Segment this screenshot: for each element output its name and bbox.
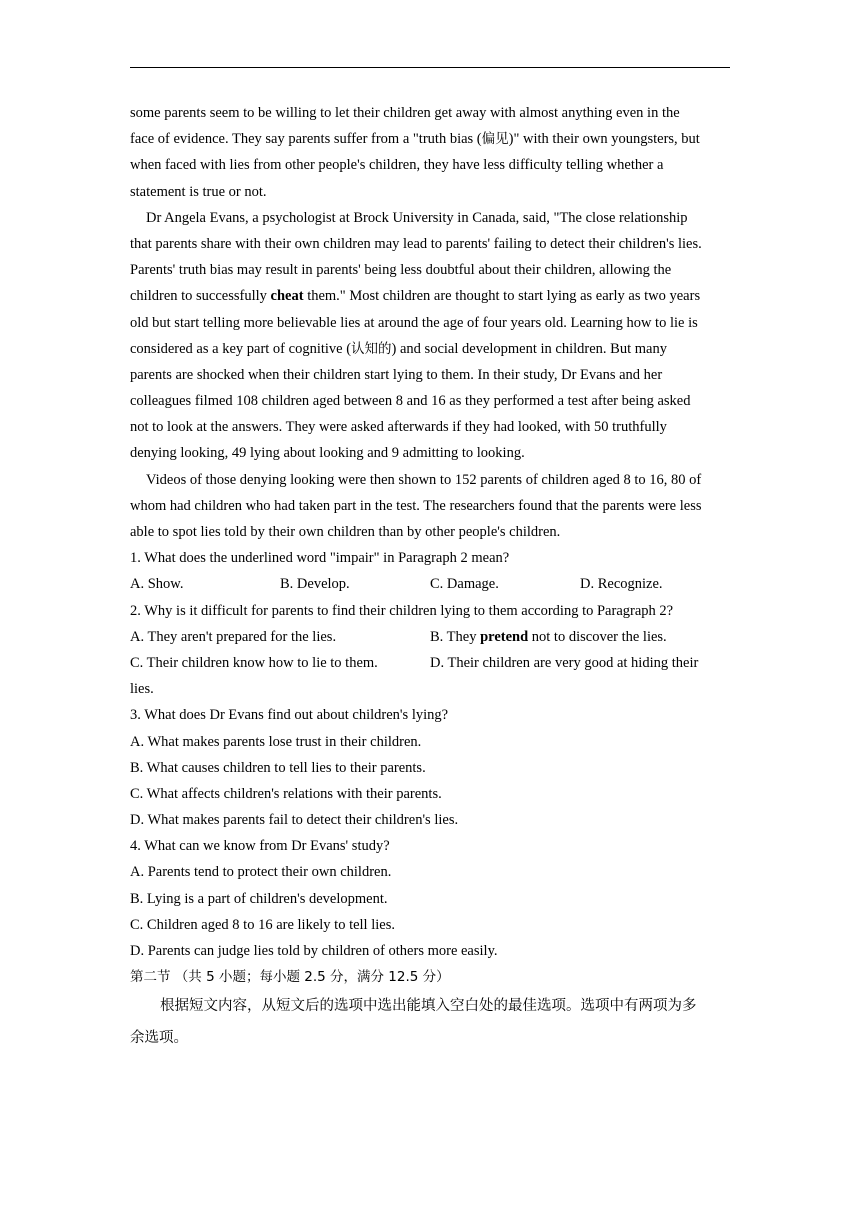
option-c: C. Children aged 8 to 16 are likely to tell lies.	[130, 916, 395, 933]
option-row	[130, 571, 730, 597]
question-stem: 1. What does the underlined word "impair" in Paragraph 2 mean?	[130, 550, 510, 567]
option-d: D. Parents can judge lies told by children of others more easily.	[130, 943, 498, 959]
passage-line: denying looking, 49 lying about looking and 9 admitting to looking.	[130, 445, 525, 462]
question-stem: 2. Why is it difficult for parents to find their children lying to them according to Paragraph 2?	[130, 602, 674, 619]
option-a: A. Parents tend to protect their own children.	[130, 864, 392, 881]
passage-line: old but start telling more believable lies at around the age of four years old. Learning how to lie is	[130, 314, 698, 331]
passage-line: statement is true or not.	[130, 183, 267, 200]
option-a: A. Show.	[130, 576, 184, 593]
option-c: C. Damage.	[430, 576, 499, 593]
section-heading: 第二节 （共 5 小题；每小题 2.5 分，满分 12.5 分）	[130, 969, 450, 986]
passage-line: whom had children who had taken part in the test. The researchers found that the parents were less	[130, 497, 702, 514]
option-d: D. What makes parents fail to detect their children's lies.	[130, 812, 459, 829]
question-stem: 3. What does Dr Evans find out about children's lying?	[130, 707, 449, 724]
passage-line: when faced with lies from other people's children, they have less difficulty telling whether a	[130, 157, 664, 174]
option-a: A. They aren't prepared for the lies.	[130, 628, 337, 645]
passage-line: colleagues filmed 108 children aged between 8 and 16 as they performed a test after being asked	[130, 393, 691, 410]
option-b: B. Develop.	[280, 576, 350, 593]
option-a: A. What makes parents lose trust in their children.	[130, 733, 422, 750]
passage-line: some parents seem to be willing to let their children get away with almost anything even in the	[130, 105, 680, 121]
passage-line: considered as a key part of cognitive (认知的) and social development in children. But many	[130, 340, 667, 357]
passage-line: parents are shocked when their children start lying to them. In their study, Dr Evans and her	[130, 366, 663, 383]
section-instructions: 根据短文内容，从短文后的选项中选出能填入空白处的最佳选项。选项中有两项为多	[160, 998, 697, 1015]
option-d: D. Recognize.	[580, 576, 663, 593]
passage-line: children to successfully cheat them." Most children are thought to start lying as early as two years	[130, 288, 701, 305]
option-row	[130, 624, 730, 650]
bold-word-pretend: pretend	[480, 628, 529, 645]
option-c: C. Their children know how to lie to them.	[130, 654, 378, 671]
page-content	[130, 100, 730, 1054]
option-c: C. What affects children's relations with their parents.	[130, 785, 442, 802]
option-row	[130, 650, 730, 676]
bold-word-cheat: cheat	[270, 288, 304, 305]
passage-line: Parents' truth bias may result in parents' being less doubtful about their children, allowing the	[130, 262, 672, 279]
option-b: B. Lying is a part of children's development.	[130, 890, 388, 907]
header-rule	[130, 67, 730, 68]
passage-line: Dr Angela Evans, a psychologist at Brock University in Canada, said, "The close relationship	[146, 209, 688, 226]
passage-line: able to spot lies told by their own children than by other people's children.	[130, 524, 561, 540]
section-instructions-continued: 余选项。	[130, 1030, 188, 1047]
option-b: B. They pretend not to discover the lies.	[430, 628, 667, 645]
passage-line: face of evidence. They say parents suffer from a "truth bias (偏见)" with their own youngsters, but	[130, 131, 700, 148]
option-d-continued: lies.	[130, 681, 154, 698]
option-d: D. Their children are very good at hiding their	[430, 654, 699, 671]
passage-line: that parents share with their own children may lead to parents' failing to detect their children's lies.	[130, 235, 702, 252]
passage-line: Videos of those denying looking were then shown to 152 parents of children aged 8 to 16, 80 of	[146, 471, 702, 488]
question-stem: 4. What can we know from Dr Evans' study?	[130, 838, 390, 855]
option-b: B. What causes children to tell lies to their parents.	[130, 759, 426, 776]
passage-line: not to look at the answers. They were asked afterwards if they had looked, with 50 truthfully	[130, 419, 667, 436]
